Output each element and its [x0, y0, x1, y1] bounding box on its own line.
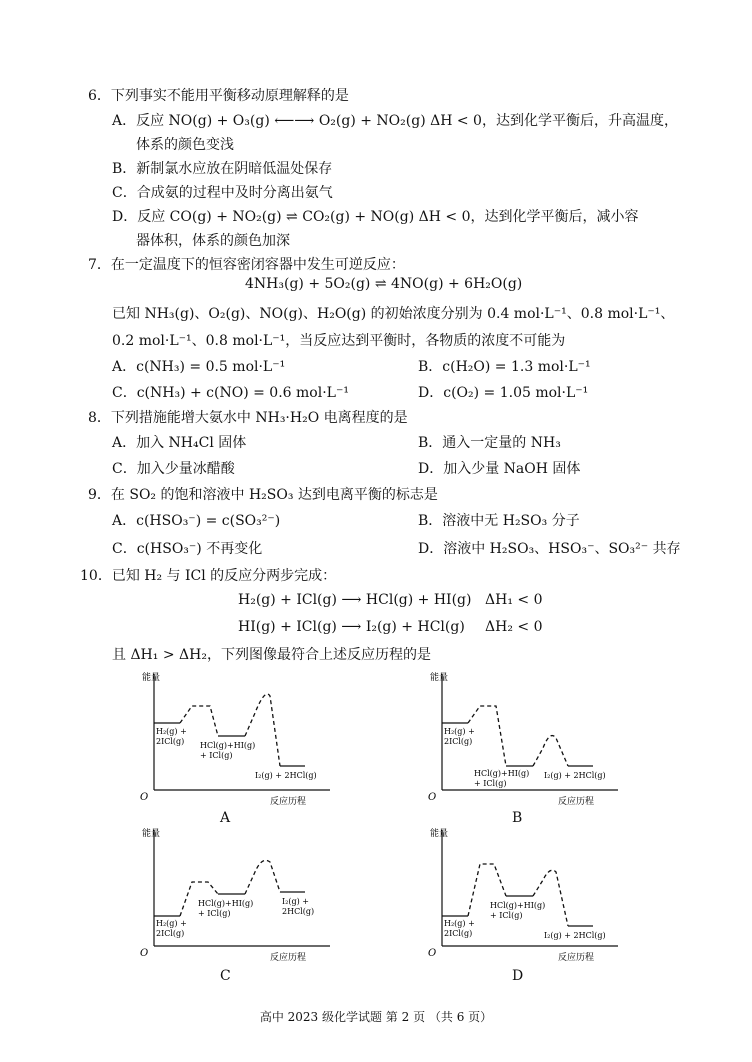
graph-a-y-label: 能量: [142, 673, 161, 683]
q10-equation-2: HI(g) + ICl(g) ⟶ I₂(g) + HCl(g): [238, 619, 465, 635]
graph-d-start-label-2: 2ICl(g): [444, 929, 473, 938]
q7-option-c: C．c(NH₃) + c(NO) = 0.6 mol·L⁻¹: [112, 385, 349, 401]
graph-c-y-label: 能量: [142, 829, 161, 839]
q7-option-b: B．c(H₂O) = 1.3 mol·L⁻¹: [418, 359, 591, 375]
q6-option-a: A．反应 NO(g) + O₃(g) ⟵⟶ O₂(g) + NO₂(g) ΔH < 0，达到化学平衡后，升高温度，: [112, 113, 678, 129]
q6-option-b: B．新制氯水应放在阴暗低温处保存: [112, 161, 333, 177]
graph-d-y-label: 能量: [430, 829, 449, 839]
graph-b-mid-label-2: + ICl(g): [474, 779, 507, 788]
graph-a-mid-label: HCl(g)+HI(g): [200, 741, 256, 750]
graph-c-end-label: I₂(g) +: [282, 897, 309, 906]
graph-c: [140, 824, 340, 964]
q10-delta-h2: ΔH₂ < 0: [485, 619, 543, 635]
page-footer: 高中 2023 级化学试题 第 2 页 （共 6 页）: [259, 1010, 493, 1024]
graph-a-x-label: 反应历程: [270, 797, 307, 807]
q10-delta-h1: ΔH₁ < 0: [485, 592, 543, 608]
q8-option-a: A．加入 NH₄Cl 固体: [112, 435, 247, 451]
q9-option-b: B．溶液中无 H₂SO₃ 分子: [418, 513, 580, 529]
q7-option-a: A．c(NH₃) = 0.5 mol·L⁻¹: [112, 359, 286, 375]
q6-option-d: D．反应 CO(g) + NO₂(g) ⇌ CO₂(g) + NO(g) ΔH < 0，达到化学平衡后，减小容: [112, 209, 639, 225]
graph-c-start-label-2: 2ICl(g): [156, 929, 185, 938]
q10-stem: 10．已知 H₂ 与 ICl 的反应分两步完成：: [80, 568, 337, 584]
graph-d-mid-label-2: + ICl(g): [490, 911, 523, 920]
graph-a-mid-label-2: + ICl(g): [200, 751, 233, 760]
graph-d-origin: O: [428, 948, 437, 959]
graph-b-start-label-2: 2ICl(g): [444, 737, 473, 746]
graph-c-letter: C: [220, 968, 231, 984]
graph-a-origin: O: [140, 792, 149, 803]
q7-equation: 4NH₃(g) + 5O₂(g) ⇌ 4NO(g) + 6H₂O(g): [245, 276, 523, 292]
q6-stem: 6．下列事实不能用平衡移动原理解释的是: [88, 88, 349, 104]
graph-d-start-label: H₂(g) +: [444, 919, 475, 928]
graph-b-origin: O: [428, 792, 437, 803]
graph-a-start-label: H₂(g) +: [156, 727, 187, 736]
graph-b-end-label: I₂(g) + 2HCl(g): [544, 771, 606, 780]
graph-a-letter: A: [220, 810, 231, 826]
graph-d-mid-label: HCl(g)+HI(g): [490, 901, 546, 910]
graph-c-end-label-2: 2HCl(g): [282, 907, 315, 916]
graph-d: [428, 824, 628, 964]
graph-b-letter: B: [512, 810, 523, 826]
graph-c-origin: O: [140, 948, 149, 959]
graph-d-x-label: 反应历程: [558, 953, 595, 963]
q8-option-d: D．加入少量 NaOH 固体: [418, 461, 581, 477]
q6-option-c: C．合成氨的过程中及时分离出氨气: [112, 185, 333, 201]
graph-b-x-label: 反应历程: [558, 797, 595, 807]
graph-a-start-label-2: 2ICl(g): [156, 737, 185, 746]
q8-option-b: B．通入一定量的 NH₃: [418, 435, 561, 451]
q9-option-a: A．c(HSO₃⁻) = c(SO₃²⁻): [112, 513, 281, 529]
graph-b-y-label: 能量: [430, 673, 449, 683]
graph-d-letter: D: [512, 968, 524, 984]
graph-a-end-label: I₂(g) + 2HCl(g): [255, 771, 317, 780]
graph-a: [140, 668, 340, 808]
graph-b: [428, 668, 628, 808]
q10-text: 且 ΔH₁ > ΔH₂，下列图像最符合上述反应历程的是: [112, 647, 431, 663]
q7-stem: 7．在一定温度下的恒容密闭容器中发生可逆反应：: [88, 257, 405, 273]
graph-c-start-label: H₂(g) +: [156, 919, 187, 928]
q6-option-d-cont: 器体积，体系的颜色加深: [136, 233, 290, 249]
graph-b-start-label: H₂(g) +: [444, 727, 475, 736]
graph-c-x-label: 反应历程: [270, 953, 307, 963]
q9-stem: 9．在 SO₂ 的饱和溶液中 H₂SO₃ 达到电离平衡的标志是: [88, 487, 438, 503]
q10-equation-1: H₂(g) + ICl(g) ⟶ HCl(g) + HI(g): [238, 592, 472, 608]
graph-c-mid-label: HCl(g)+HI(g): [198, 899, 254, 908]
q9-option-c: C．c(HSO₃⁻) 不再变化: [112, 541, 263, 557]
graph-d-end-label: I₂(g) + 2HCl(g): [544, 931, 606, 940]
graph-b-mid-label: HCl(g)+HI(g): [474, 769, 530, 778]
q8-stem: 8．下列措施能增大氨水中 NH₃·H₂O 电离程度的是: [88, 410, 408, 426]
q7-text-1: 已知 NH₃(g)、O₂(g)、NO(g)、H₂O(g) 的初始浓度分别为 0.4 mol·L⁻¹、0.8 mol·L⁻¹、: [112, 306, 675, 322]
graph-c-mid-label-2: + ICl(g): [198, 909, 231, 918]
q8-option-c: C．加入少量冰醋酸: [112, 461, 235, 477]
q7-text-2: 0.2 mol·L⁻¹、0.8 mol·L⁻¹，当反应达到平衡时，各物质的浓度不可能为: [112, 333, 566, 349]
q6-option-a-cont: 体系的颜色变浅: [136, 137, 234, 153]
graph-b-energy-curve: [442, 706, 593, 766]
q9-option-d: D．溶液中 H₂SO₃、HSO₃⁻、SO₃²⁻ 共存: [418, 541, 681, 557]
q7-option-d: D．c(O₂) = 1.05 mol·L⁻¹: [418, 385, 589, 401]
